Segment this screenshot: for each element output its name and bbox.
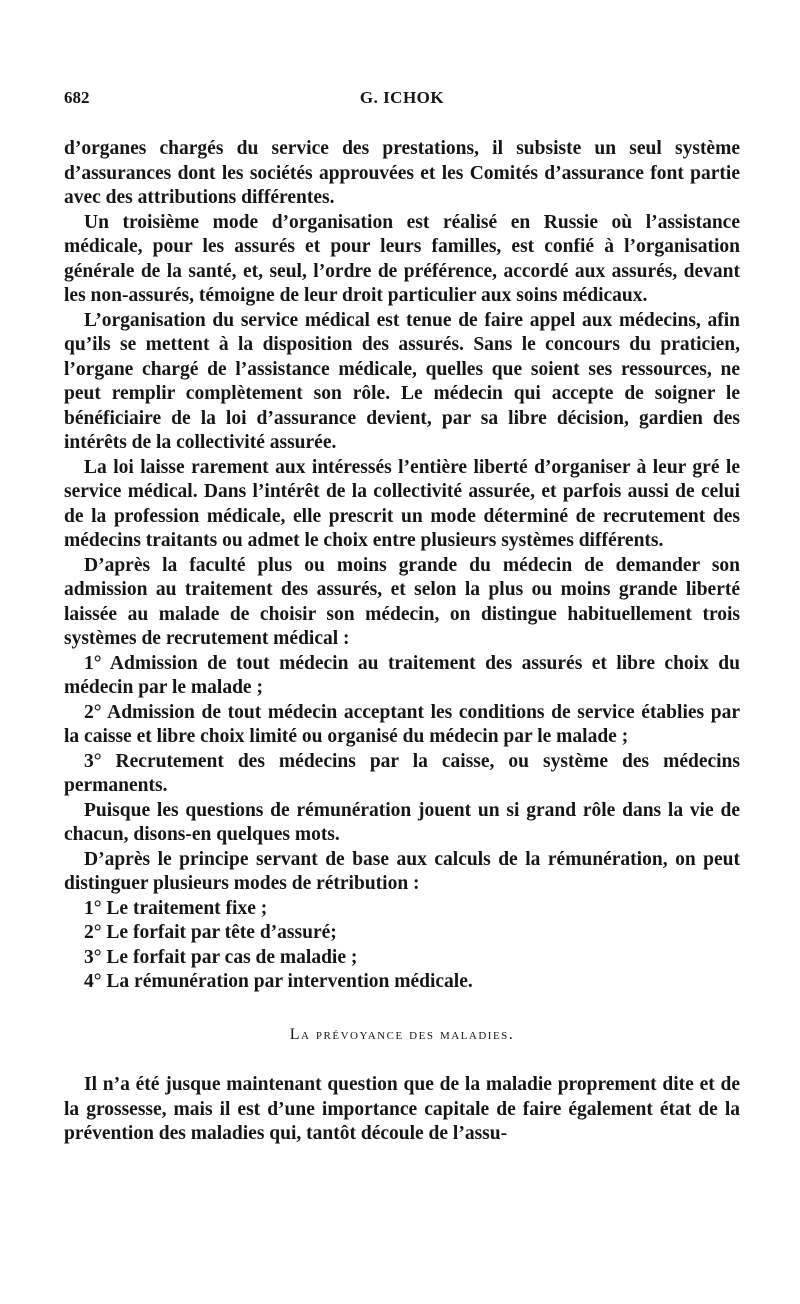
book-page <box>64 88 740 1147</box>
paragraph-law-freedom: La loi laisse rarement aux intéressés l’entière liberté d’organiser à leur gré le service médical. Dans l’intérêt de la collectivité assurée, et parfois aussi de celui de la profession médicale, elle prescrit un mode déterminé de recrutement des médecins traitants ou admet le choix entre plusieurs systèmes différents. <box>64 456 740 551</box>
list-item-recruitment-3: 3° Recrutement des médecins par la caisse, ou système des médecins permanents. <box>64 750 740 796</box>
paragraph-remuneration-modes: D’après le principe servant de base aux calculs de la rémunération, on peut distinguer plusieurs modes de rétribution : <box>64 848 740 894</box>
list-item-remuneration-3: 3° Le forfait par cas de maladie ; <box>84 946 358 968</box>
paragraph-continuation: d’organes chargés du service des prestations, il subsiste un seul système d’assurances dont les sociétés approuvées et les Comités d’assurance font partie avec des attributions différentes. <box>64 138 740 208</box>
list-item-recruitment-1: 1° Admission de tout médecin au traitement des assurés et libre choix du médecin par le malade ; <box>64 652 740 698</box>
paragraph-remuneration-intro: Puisque les questions de rémunération jouent un si grand rôle dans la vie de chacun, disons-en quelques mots. <box>64 799 740 845</box>
list-item-remuneration-4: 4° La rémunération par intervention médicale. <box>84 971 473 992</box>
running-head <box>64 88 740 118</box>
paragraph-prevention: Il n’a été jusque maintenant question que de la maladie proprement dite et de la grossesse, mais il est d’une importance capitale de faire également état de la prévention des maladies qui, tantôt découle de l’assu- <box>64 1074 740 1144</box>
paragraph-medical-service: L’organisation du service médical est tenue de faire appel aux médecins, afin qu’ils se mettent à la disposition des assurés. Sans le concours du praticien, l’organe chargé de l’assistance médicale, quelles que soient ses ressources, ne peut remplir complètement son rôle. Le médecin qui accepte de soigner le bénéficiaire de la loi d’assurance devient, par sa libre décision, gardien des intérêts de la collectivité assurée. <box>64 309 740 453</box>
list-item-recruitment-2: 2° Admission de tout médecin acceptant les conditions de service établies par la caisse et libre choix limité ou organisé du médecin par le malade ; <box>64 701 740 747</box>
list-item-remuneration-1: 1° Le traitement fixe ; <box>84 897 268 919</box>
running-title: G. ICHOK <box>359 88 445 107</box>
list-item-remuneration-2: 2° Le forfait par tête d’assuré; <box>84 922 337 943</box>
body-text <box>64 137 740 1147</box>
page-number: 682 <box>64 88 90 107</box>
paragraph-russia: Un troisième mode d’organisation est réalisé en Russie où l’assistance médicale, pour les assurés et pour leurs familles, est confié à l’organisation générale de la santé, et, seul, l’ordre de préférence, accordé aux assurés, devant les non-assurés, témoigne de leur droit particulier aux soins médicaux. <box>64 211 740 306</box>
section-heading: La prévoyance des maladies. <box>289 1025 515 1043</box>
paragraph-recruitment: D’après la faculté plus ou moins grande du médecin de demander son admission au traitement des assurés, et selon la plus ou moins grande liberté laissée au malade de choisir son médecin, on distingue habituellement trois systèmes de recrutement médical : <box>64 554 740 649</box>
